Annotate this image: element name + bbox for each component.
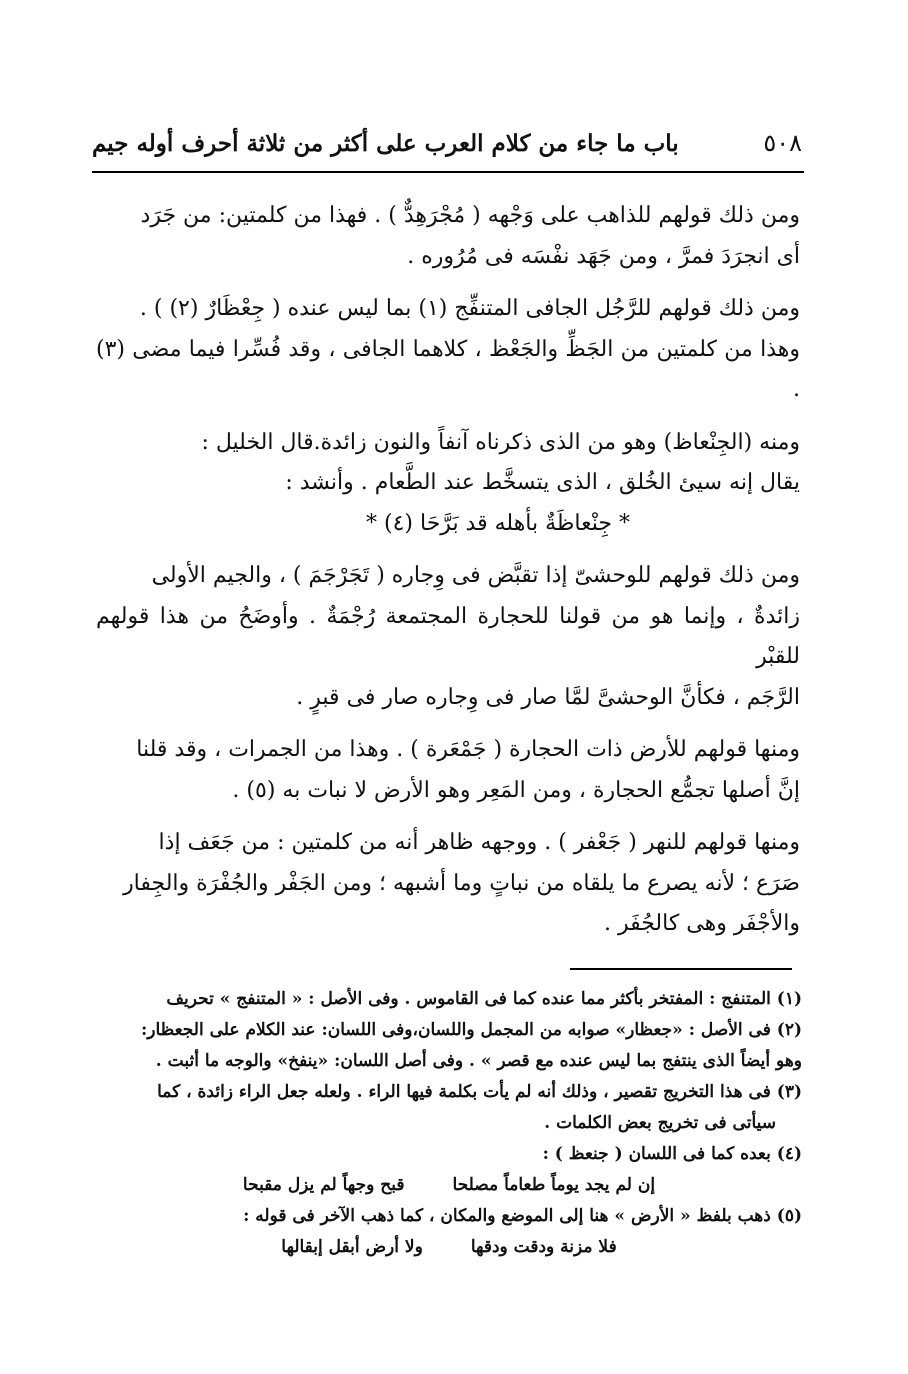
footnote-line: (٢) فى الأصل : «جعظار» صوابه من المجمل واللسان،وفى اللسان: عند الكلام على الجعظار: [141, 1020, 802, 1040]
body-line: أى انجرَدَ فمرَّ ، ومن جَهَد نفْسَه فى مُرُوره . [407, 243, 800, 269]
chapter-title: باب ما جاء من كلام العرب على أكثر من ثلاثة أحرف أوله جيم [92, 129, 679, 157]
footnote-verse [96, 1232, 802, 1263]
body-line: ومن ذلك قولهم للوحشىّ إذا تقبَّض فى وِجاره ( تَجَرْجَمَ ) ، والجيم الأولى [151, 563, 800, 588]
page-number: ٥٠٨ [763, 129, 802, 157]
footnote-line: (٣) فى هذا التخريج تقصير ، وذلك أنه لم يأت بكلمة فيها الراء . ولعله جعل الراء زائدة ، كما [157, 1082, 802, 1102]
body-line: إنَّ أصلها تجمُّع الحجارة ، ومن المَعِر وهو الأرض لا نبات به (٥) . [232, 777, 800, 803]
body-line: صَرَع ؛ لأنه يصرع ما يلقاه من نباتٍ وما أشبهه ؛ ومن الجَفْر والجُفْرَة والجِفار [123, 870, 800, 896]
footnotes [96, 984, 802, 1263]
body-line: ومن ذلك قولهم للذاهب على وَجْهه ( مُجْرَهِدٌّ ) . فهذا من كلمتين: من جَرَد [140, 203, 800, 228]
body-line: ومنه (الجِنْعاظ) وهو من الذى ذكرناه آنفاً والنون زائدة.قال الخليل : [201, 429, 800, 455]
verse-hemistich: قبح وجهاً لم يزل مقبحا [242, 1175, 405, 1195]
footnote-line: (٤) بعده كما فى اللسان ( جنعظ ) : [542, 1144, 802, 1164]
footnote-verse [96, 1170, 802, 1201]
header-rule [92, 171, 804, 173]
body-line: يقال إنه سيئ الخُلق ، الذى يتسخَّط عند الطَّعام . وأنشد : [285, 470, 800, 495]
footnote-line: وهو أيضاً الذى ينتفج بما ليس عنده مع قصر » . وفى أصل اللسان: «ينفخ» والوجه ما أثبت . [155, 1051, 802, 1071]
verse-line: * جِنْعاظَةٌ بأهله قد بَرَّحَا (٤) * [366, 510, 630, 536]
body-line: ومنها قولهم للنهر ( جَعْفر ) . ووجهه ظاهر أنه من كلمتين : من جَعَف إذا [158, 830, 800, 855]
body-line: وهذا من كلمتين من الجَظِّ والجَعْظ ، كلاهما الجافى ، وقد فُسِّرا فيما مضى (٣) . [96, 336, 800, 402]
main-text [96, 196, 800, 945]
footnote-line: (١) المتنفج : المفتخر بأكثر مما عنده كما فى القاموس . وفى الأصل : « المتنفج » تحريف [166, 989, 802, 1009]
footnote-rule [570, 968, 792, 970]
verse-hemistich: فلا مزنة ودقت ودقها [470, 1237, 617, 1257]
body-line: زائدةٌ ، وإنما هو من قولنا للحجارة المجتمعة رُجْمَةٌ . وأوضَحُ من هذا قولهم للقبْر [96, 603, 800, 669]
body-line: ومنها قولهم للأرض ذات الحجارة ( جَمْعَرة ) . وهذا من الجمرات ، وقد قلنا [136, 737, 800, 762]
body-line: ومن ذلك قولهم للرَّجُل الجافى المتنفِّج (١) بما ليس عنده ( جِعْظَارٌ (٢) ) . [139, 296, 800, 321]
footnote-line: سيأتى فى تخريج بعض الكلمات . [544, 1113, 776, 1133]
running-header [92, 118, 802, 168]
verse-hemistich: إن لم يجد يوماً طعاماً مصلحا [452, 1175, 656, 1195]
body-line: الرَّجَم ، فكأنَّ الوحشىَّ لمَّا صار فى وِجاره صار فى قبرٍ . [296, 684, 800, 710]
verse-hemistich: ولا أرض أبقل إبقالها [281, 1237, 423, 1257]
body-line: والأجْفَر وهى كالجُفَر . [603, 911, 800, 936]
footnote-line: (٥) ذهب بلفظ « الأرض » هنا إلى الموضع والمكان ، كما ذهب الآخر فى قوله : [243, 1206, 802, 1226]
